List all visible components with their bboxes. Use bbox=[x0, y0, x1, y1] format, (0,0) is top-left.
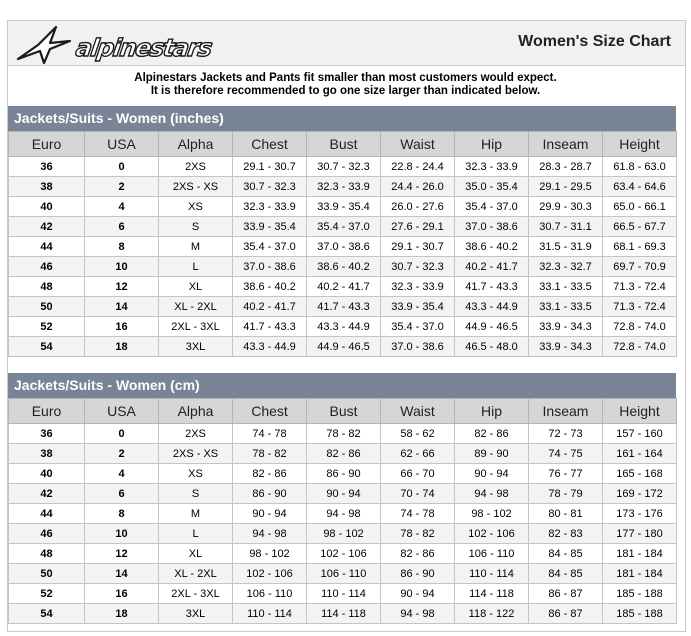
table-row bbox=[9, 237, 677, 257]
cell-usa: 8 bbox=[85, 504, 159, 524]
cell-inseam: 82 - 83 bbox=[529, 524, 603, 544]
cell-euro: 38 bbox=[9, 444, 85, 464]
cell-hip: 44.9 - 46.5 bbox=[455, 317, 529, 337]
cell-chest: 33.9 - 35.4 bbox=[233, 217, 307, 237]
cell-usa: 10 bbox=[85, 257, 159, 277]
cell-waist: 70 - 74 bbox=[381, 484, 455, 504]
cell-chest: 35.4 - 37.0 bbox=[233, 237, 307, 257]
cell-height: 173 - 176 bbox=[603, 504, 677, 524]
cell-hip: 35.4 - 37.0 bbox=[455, 197, 529, 217]
cell-bust: 94 - 98 bbox=[307, 504, 381, 524]
notice-line: Alpinestars Jackets and Pants fit smaller than most customers would expect. bbox=[134, 72, 557, 84]
cell-euro: 40 bbox=[9, 464, 85, 484]
cell-euro: 44 bbox=[9, 237, 85, 257]
cell-inseam: 86 - 87 bbox=[529, 584, 603, 604]
size-table bbox=[8, 131, 677, 357]
cell-waist: 58 - 62 bbox=[381, 424, 455, 444]
table-row bbox=[9, 584, 677, 604]
cell-height: 185 - 188 bbox=[603, 584, 677, 604]
cell-hip: 98 - 102 bbox=[455, 504, 529, 524]
cell-hip: 35.0 - 35.4 bbox=[455, 177, 529, 197]
cell-hip: 114 - 118 bbox=[455, 584, 529, 604]
cell-alpha: XS bbox=[159, 197, 233, 217]
table-row bbox=[9, 544, 677, 564]
cell-height: 72.8 - 74.0 bbox=[603, 317, 677, 337]
cell-bust: 90 - 94 bbox=[307, 484, 381, 504]
cell-euro: 42 bbox=[9, 217, 85, 237]
cell-bust: 114 - 118 bbox=[307, 604, 381, 624]
cell-euro: 36 bbox=[9, 424, 85, 444]
cell-hip: 43.3 - 44.9 bbox=[455, 297, 529, 317]
cell-euro: 40 bbox=[9, 197, 85, 217]
cell-alpha: XL bbox=[159, 277, 233, 297]
cell-bust: 40.2 - 41.7 bbox=[307, 277, 381, 297]
cell-inseam: 84 - 85 bbox=[529, 564, 603, 584]
cell-alpha: XL - 2XL bbox=[159, 297, 233, 317]
column-header-height: Height bbox=[603, 399, 677, 424]
cell-waist: 78 - 82 bbox=[381, 524, 455, 544]
column-header-chest: Chest bbox=[233, 399, 307, 424]
cell-bust: 82 - 86 bbox=[307, 444, 381, 464]
cell-waist: 33.9 - 35.4 bbox=[381, 297, 455, 317]
table-row bbox=[9, 424, 677, 444]
cell-chest: 30.7 - 32.3 bbox=[233, 177, 307, 197]
cell-usa: 16 bbox=[85, 584, 159, 604]
table-row bbox=[9, 217, 677, 237]
cell-alpha: L bbox=[159, 257, 233, 277]
cell-euro: 46 bbox=[9, 524, 85, 544]
cell-alpha: M bbox=[159, 504, 233, 524]
cell-usa: 10 bbox=[85, 524, 159, 544]
cell-bust: 37.0 - 38.6 bbox=[307, 237, 381, 257]
cell-height: 177 - 180 bbox=[603, 524, 677, 544]
cell-euro: 48 bbox=[9, 277, 85, 297]
column-header-alpha: Alpha bbox=[159, 132, 233, 157]
page-title: Women's Size Chart bbox=[518, 33, 671, 50]
cell-inseam: 33.1 - 33.5 bbox=[529, 297, 603, 317]
cell-alpha: 3XL bbox=[159, 337, 233, 357]
cell-bust: 110 - 114 bbox=[307, 584, 381, 604]
size-table-inches bbox=[8, 106, 676, 357]
cell-inseam: 84 - 85 bbox=[529, 544, 603, 564]
cell-bust: 30.7 - 32.3 bbox=[307, 157, 381, 177]
cell-alpha: 2XS bbox=[159, 157, 233, 177]
cell-height: 65.0 - 66.1 bbox=[603, 197, 677, 217]
table-title: Jackets/Suits - Women (cm) bbox=[8, 373, 676, 398]
cell-inseam: 33.9 - 34.3 bbox=[529, 337, 603, 357]
cell-height: 63.4 - 64.6 bbox=[603, 177, 677, 197]
cell-usa: 14 bbox=[85, 564, 159, 584]
cell-height: 68.1 - 69.3 bbox=[603, 237, 677, 257]
cell-alpha: XS bbox=[159, 464, 233, 484]
cell-usa: 4 bbox=[85, 197, 159, 217]
cell-height: 72.8 - 74.0 bbox=[603, 337, 677, 357]
cell-inseam: 76 - 77 bbox=[529, 464, 603, 484]
cell-chest: 82 - 86 bbox=[233, 464, 307, 484]
column-header-hip: Hip bbox=[455, 132, 529, 157]
cell-hip: 106 - 110 bbox=[455, 544, 529, 564]
cell-hip: 102 - 106 bbox=[455, 524, 529, 544]
cell-height: 185 - 188 bbox=[603, 604, 677, 624]
cell-usa: 16 bbox=[85, 317, 159, 337]
cell-height: 71.3 - 72.4 bbox=[603, 277, 677, 297]
cell-alpha: XL bbox=[159, 544, 233, 564]
cell-waist: 29.1 - 30.7 bbox=[381, 237, 455, 257]
cell-inseam: 28.3 - 28.7 bbox=[529, 157, 603, 177]
cell-bust: 32.3 - 33.9 bbox=[307, 177, 381, 197]
cell-euro: 50 bbox=[9, 297, 85, 317]
cell-chest: 32.3 - 33.9 bbox=[233, 197, 307, 217]
cell-inseam: 33.9 - 34.3 bbox=[529, 317, 603, 337]
table-row bbox=[9, 197, 677, 217]
cell-usa: 14 bbox=[85, 297, 159, 317]
cell-height: 71.3 - 72.4 bbox=[603, 297, 677, 317]
cell-inseam: 30.7 - 31.1 bbox=[529, 217, 603, 237]
cell-hip: 89 - 90 bbox=[455, 444, 529, 464]
cell-waist: 32.3 - 33.9 bbox=[381, 277, 455, 297]
cell-bust: 98 - 102 bbox=[307, 524, 381, 544]
cell-waist: 66 - 70 bbox=[381, 464, 455, 484]
cell-usa: 0 bbox=[85, 424, 159, 444]
cell-euro: 50 bbox=[9, 564, 85, 584]
table-title: Jackets/Suits - Women (inches) bbox=[8, 106, 676, 131]
cell-euro: 38 bbox=[9, 177, 85, 197]
cell-bust: 41.7 - 43.3 bbox=[307, 297, 381, 317]
cell-inseam: 29.9 - 30.3 bbox=[529, 197, 603, 217]
cell-height: 161 - 164 bbox=[603, 444, 677, 464]
cell-chest: 41.7 - 43.3 bbox=[233, 317, 307, 337]
cell-waist: 62 - 66 bbox=[381, 444, 455, 464]
table-row bbox=[9, 337, 677, 357]
cell-usa: 8 bbox=[85, 237, 159, 257]
table-row bbox=[9, 444, 677, 464]
cell-alpha: M bbox=[159, 237, 233, 257]
cell-hip: 110 - 114 bbox=[455, 564, 529, 584]
cell-usa: 2 bbox=[85, 177, 159, 197]
cell-hip: 94 - 98 bbox=[455, 484, 529, 504]
column-header-usa: USA bbox=[85, 399, 159, 424]
cell-alpha: 2XS - XS bbox=[159, 444, 233, 464]
column-header-inseam: Inseam bbox=[529, 399, 603, 424]
column-header-chest: Chest bbox=[233, 132, 307, 157]
column-header-waist: Waist bbox=[381, 399, 455, 424]
cell-euro: 36 bbox=[9, 157, 85, 177]
table-row bbox=[9, 297, 677, 317]
cell-euro: 42 bbox=[9, 484, 85, 504]
cell-usa: 18 bbox=[85, 337, 159, 357]
column-header-bust: Bust bbox=[307, 399, 381, 424]
cell-alpha: S bbox=[159, 217, 233, 237]
fit-notice bbox=[0, 72, 691, 98]
cell-bust: 102 - 106 bbox=[307, 544, 381, 564]
cell-usa: 6 bbox=[85, 484, 159, 504]
table-row bbox=[9, 524, 677, 544]
cell-waist: 30.7 - 32.3 bbox=[381, 257, 455, 277]
cell-waist: 24.4 - 26.0 bbox=[381, 177, 455, 197]
cell-euro: 48 bbox=[9, 544, 85, 564]
cell-chest: 38.6 - 40.2 bbox=[233, 277, 307, 297]
cell-bust: 86 - 90 bbox=[307, 464, 381, 484]
cell-waist: 86 - 90 bbox=[381, 564, 455, 584]
header bbox=[8, 21, 685, 66]
cell-hip: 118 - 122 bbox=[455, 604, 529, 624]
cell-alpha: S bbox=[159, 484, 233, 504]
cell-usa: 6 bbox=[85, 217, 159, 237]
cell-height: 157 - 160 bbox=[603, 424, 677, 444]
table-row bbox=[9, 604, 677, 624]
cell-height: 169 - 172 bbox=[603, 484, 677, 504]
cell-chest: 98 - 102 bbox=[233, 544, 307, 564]
cell-waist: 90 - 94 bbox=[381, 584, 455, 604]
cell-bust: 78 - 82 bbox=[307, 424, 381, 444]
cell-chest: 106 - 110 bbox=[233, 584, 307, 604]
cell-waist: 26.0 - 27.6 bbox=[381, 197, 455, 217]
cell-bust: 44.9 - 46.5 bbox=[307, 337, 381, 357]
cell-inseam: 72 - 73 bbox=[529, 424, 603, 444]
cell-bust: 38.6 - 40.2 bbox=[307, 257, 381, 277]
cell-euro: 54 bbox=[9, 337, 85, 357]
cell-chest: 110 - 114 bbox=[233, 604, 307, 624]
cell-chest: 43.3 - 44.9 bbox=[233, 337, 307, 357]
cell-hip: 41.7 - 43.3 bbox=[455, 277, 529, 297]
cell-hip: 82 - 86 bbox=[455, 424, 529, 444]
table-row bbox=[9, 177, 677, 197]
cell-euro: 52 bbox=[9, 584, 85, 604]
cell-chest: 40.2 - 41.7 bbox=[233, 297, 307, 317]
table-row bbox=[9, 157, 677, 177]
cell-alpha: 2XS bbox=[159, 424, 233, 444]
brand-wordmark: alpinestars bbox=[74, 34, 213, 62]
cell-alpha: 3XL bbox=[159, 604, 233, 624]
column-header-usa: USA bbox=[85, 132, 159, 157]
size-table-cm bbox=[8, 373, 676, 624]
cell-waist: 82 - 86 bbox=[381, 544, 455, 564]
cell-inseam: 33.1 - 33.5 bbox=[529, 277, 603, 297]
cell-inseam: 31.5 - 31.9 bbox=[529, 237, 603, 257]
cell-euro: 52 bbox=[9, 317, 85, 337]
cell-waist: 27.6 - 29.1 bbox=[381, 217, 455, 237]
column-header-height: Height bbox=[603, 132, 677, 157]
cell-alpha: 2XS - XS bbox=[159, 177, 233, 197]
column-header-hip: Hip bbox=[455, 399, 529, 424]
cell-chest: 86 - 90 bbox=[233, 484, 307, 504]
cell-alpha: L bbox=[159, 524, 233, 544]
cell-height: 66.5 - 67.7 bbox=[603, 217, 677, 237]
cell-inseam: 78 - 79 bbox=[529, 484, 603, 504]
cell-waist: 35.4 - 37.0 bbox=[381, 317, 455, 337]
table-row bbox=[9, 317, 677, 337]
cell-waist: 94 - 98 bbox=[381, 604, 455, 624]
cell-usa: 18 bbox=[85, 604, 159, 624]
cell-chest: 37.0 - 38.6 bbox=[233, 257, 307, 277]
table-row bbox=[9, 277, 677, 297]
cell-euro: 54 bbox=[9, 604, 85, 624]
table-row bbox=[9, 564, 677, 584]
cell-chest: 102 - 106 bbox=[233, 564, 307, 584]
cell-bust: 106 - 110 bbox=[307, 564, 381, 584]
cell-euro: 44 bbox=[9, 504, 85, 524]
cell-inseam: 29.1 - 29.5 bbox=[529, 177, 603, 197]
cell-bust: 43.3 - 44.9 bbox=[307, 317, 381, 337]
cell-waist: 37.0 - 38.6 bbox=[381, 337, 455, 357]
cell-chest: 90 - 94 bbox=[233, 504, 307, 524]
cell-usa: 0 bbox=[85, 157, 159, 177]
column-header-inseam: Inseam bbox=[529, 132, 603, 157]
cell-alpha: 2XL - 3XL bbox=[159, 317, 233, 337]
column-header-euro: Euro bbox=[9, 399, 85, 424]
cell-bust: 35.4 - 37.0 bbox=[307, 217, 381, 237]
cell-inseam: 74 - 75 bbox=[529, 444, 603, 464]
cell-height: 181 - 184 bbox=[603, 564, 677, 584]
column-header-alpha: Alpha bbox=[159, 399, 233, 424]
column-header-euro: Euro bbox=[9, 132, 85, 157]
brand-logo bbox=[16, 25, 236, 65]
cell-chest: 78 - 82 bbox=[233, 444, 307, 464]
cell-hip: 37.0 - 38.6 bbox=[455, 217, 529, 237]
cell-inseam: 32.3 - 32.7 bbox=[529, 257, 603, 277]
cell-waist: 74 - 78 bbox=[381, 504, 455, 524]
size-table bbox=[8, 398, 677, 624]
cell-height: 165 - 168 bbox=[603, 464, 677, 484]
cell-alpha: 2XL - 3XL bbox=[159, 584, 233, 604]
header-row bbox=[9, 399, 677, 424]
cell-bust: 33.9 - 35.4 bbox=[307, 197, 381, 217]
table-row bbox=[9, 464, 677, 484]
cell-chest: 29.1 - 30.7 bbox=[233, 157, 307, 177]
cell-hip: 40.2 - 41.7 bbox=[455, 257, 529, 277]
column-header-waist: Waist bbox=[381, 132, 455, 157]
cell-usa: 4 bbox=[85, 464, 159, 484]
cell-usa: 12 bbox=[85, 544, 159, 564]
cell-chest: 74 - 78 bbox=[233, 424, 307, 444]
table-row bbox=[9, 257, 677, 277]
cell-height: 69.7 - 70.9 bbox=[603, 257, 677, 277]
cell-hip: 38.6 - 40.2 bbox=[455, 237, 529, 257]
notice-line: It is therefore recommended to go one size larger than indicated below. bbox=[150, 85, 541, 97]
cell-alpha: XL - 2XL bbox=[159, 564, 233, 584]
cell-inseam: 80 - 81 bbox=[529, 504, 603, 524]
cell-hip: 46.5 - 48.0 bbox=[455, 337, 529, 357]
cell-chest: 94 - 98 bbox=[233, 524, 307, 544]
cell-inseam: 86 - 87 bbox=[529, 604, 603, 624]
cell-euro: 46 bbox=[9, 257, 85, 277]
table-row bbox=[9, 484, 677, 504]
star-logo-icon bbox=[16, 25, 76, 65]
cell-waist: 22.8 - 24.4 bbox=[381, 157, 455, 177]
cell-hip: 90 - 94 bbox=[455, 464, 529, 484]
column-header-bust: Bust bbox=[307, 132, 381, 157]
header-row bbox=[9, 132, 677, 157]
cell-hip: 32.3 - 33.9 bbox=[455, 157, 529, 177]
cell-usa: 12 bbox=[85, 277, 159, 297]
cell-height: 181 - 184 bbox=[603, 544, 677, 564]
cell-height: 61.8 - 63.0 bbox=[603, 157, 677, 177]
cell-usa: 2 bbox=[85, 444, 159, 464]
table-row bbox=[9, 504, 677, 524]
